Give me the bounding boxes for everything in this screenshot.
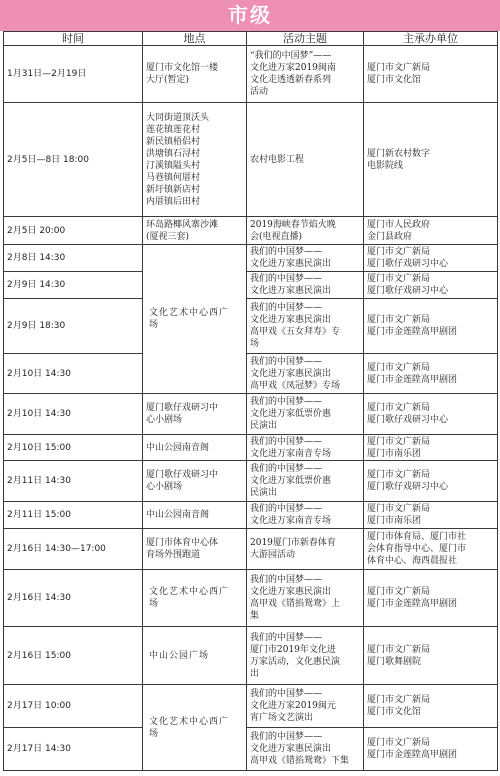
column-header-time: 时间: [4, 32, 143, 46]
date-cell: 2月17日 10:00: [4, 685, 143, 728]
organizer-cell: 厦门市文广新局 厦门市金莲陞高甲剧团: [364, 570, 498, 627]
schedule-table: [3, 31, 498, 771]
organizer-cell: 厦门市文广新局 厦门市金莲陞高甲剧团: [364, 299, 498, 354]
theme-cell: “我们的中国梦”—— 文化进万家2019闽南 文化走透透新春系列 活动: [247, 46, 364, 103]
date-cell: 2月16日 15:00: [4, 627, 143, 685]
table-row: [4, 245, 498, 272]
date-cell: 2月16日 14:30: [4, 570, 143, 627]
organizer-cell: 厦门市人民政府 金门县政府: [364, 217, 498, 245]
date-cell: 2月17日 14:30: [4, 728, 143, 771]
table-row: [4, 217, 498, 245]
place-cell: 厦门歌仔戏研习中 心小剧场: [143, 461, 247, 501]
date-cell: 2月10日 14:30: [4, 353, 143, 393]
organizer-cell: 厦门市文广新局 厦门歌仔戏研习中心: [364, 394, 498, 434]
column-header-organizer: 主承办单位: [364, 32, 498, 46]
table-row: [4, 299, 498, 354]
column-header-theme: 活动主题: [247, 32, 364, 46]
place-cell: 大同街道顶沃头 莲花镇莲花村 新民镇梧侣村 洪塘镇石浔村 汀溪镇隘头村 马巷镇何厝村 新圩镇新店村 内厝镇后田村: [143, 103, 247, 217]
date-cell: 2月11日 15:00: [4, 501, 143, 528]
organizer-cell: 厦门市文广新局 厦门市南乐团: [364, 501, 498, 528]
place-cell: 中山公园广场: [143, 627, 247, 685]
header-row: [4, 32, 498, 46]
theme-cell: 我们的中国梦—— 文化进万家惠民演出: [247, 272, 364, 299]
date-cell: 2月5日—8日 18:00: [4, 103, 143, 217]
table-row: [4, 728, 498, 771]
section-title: 市级: [228, 3, 272, 27]
date-cell: 2月10日 14:30: [4, 394, 143, 434]
organizer-cell: 厦门市文广新局 厦门歌舞剧院: [364, 627, 498, 685]
theme-cell: 我们的中国梦—— 厦门市2019年文化进 万家活动，文化惠民演 出: [247, 627, 364, 685]
table-row: [4, 46, 498, 103]
table-row: [4, 528, 498, 569]
organizer-cell: 厦门市文广新局 厦门歌仔戏研习中心: [364, 272, 498, 299]
theme-cell: 我们的中国梦—— 文化进万家惠民演出: [247, 245, 364, 272]
place-cell: 中山公园南音阁: [143, 434, 247, 461]
date-cell: 2月16日 14:30—17:00: [4, 528, 143, 569]
place-cell: 文化艺术中心西广 场: [143, 685, 247, 771]
table-row: [4, 353, 498, 393]
organizer-cell: 厦门市体育局、厦门市社 会体育指导中心、厦门市 体育中心、海西晨报社: [364, 528, 498, 569]
theme-cell: 我们的中国梦—— 文化进万家惠民演出 高甲戏《五女拜寿》专 场: [247, 299, 364, 354]
table-row: [4, 627, 498, 685]
column-header-place: 地点: [143, 32, 247, 46]
date-cell: 2月9日 14:30: [4, 272, 143, 299]
organizer-cell: 厦门市文广新局 厦门市金莲陞高甲剧团: [364, 353, 498, 393]
table-row: [4, 272, 498, 299]
theme-cell: 我们的中国梦—— 文化进万家惠民演出 高甲戏《错掐鸳鸯》下集: [247, 728, 364, 771]
table-row: [4, 461, 498, 501]
date-cell: 2月10日 15:00: [4, 434, 143, 461]
theme-cell: 我们的中国梦—— 文化进万家低票价惠 民演出: [247, 394, 364, 434]
date-cell: 1月31日—2月19日: [4, 46, 143, 103]
theme-cell: 我们的中国梦—— 文化进万家2019闽元 宵广场文艺演出: [247, 685, 364, 728]
table-row: [4, 394, 498, 434]
date-cell: 2月9日 18:30: [4, 299, 143, 354]
date-cell: 2月8日 14:30: [4, 245, 143, 272]
organizer-cell: 厦门市文广新局 厦门歌仔戏研习中心: [364, 245, 498, 272]
theme-cell: 2019厦门市新春体育 大游园活动: [247, 528, 364, 569]
organizer-cell: 厦门市文广新局 厦门市文化馆: [364, 685, 498, 728]
organizer-cell: 厦门市文广新局 厦门歌仔戏研习中心: [364, 461, 498, 501]
organizer-cell: 厦门市文广新局 厦门市文化馆: [364, 46, 498, 103]
place-cell: 环岛路椰风寨沙滩 (厦视三套): [143, 217, 247, 245]
table-row: [4, 570, 498, 627]
theme-cell: 我们的中国梦—— 文化进万家南音专场: [247, 434, 364, 461]
organizer-cell: 厦门市文广新局 厦门市南乐团: [364, 434, 498, 461]
organizer-cell: 厦门新农村数字 电影院线: [364, 103, 498, 217]
place-cell: 厦门市文化馆一楼 大厅(暂定): [143, 46, 247, 103]
theme-cell: 我们的中国梦—— 文化进万家惠民演出 高甲戏《凤冠梦》专场: [247, 353, 364, 393]
table-row: [4, 501, 498, 528]
place-cell: 厦门市体育中心体 育场外围跑道: [143, 528, 247, 569]
organizer-cell: 厦门市文广新局 厦门市金莲陞高甲剧团: [364, 728, 498, 771]
theme-cell: 2019海峡春节焰火晚 会(电视直播): [247, 217, 364, 245]
place-cell: 文化艺术中心西广 场: [143, 570, 247, 627]
table-row: [4, 434, 498, 461]
theme-cell: 我们的中国梦—— 文化进万家低票价惠 民演出: [247, 461, 364, 501]
date-cell: 2月5日 20:00: [4, 217, 143, 245]
place-cell: 中山公园南音阁: [143, 501, 247, 528]
table-row: [4, 103, 498, 217]
place-cell: 厦门歌仔戏研习中 心小剧场: [143, 394, 247, 434]
theme-cell: 我们的中国梦—— 文化进万家惠民演出 高甲戏《错掐鸳鸯》上 集: [247, 570, 364, 627]
theme-cell: 我们的中国梦—— 文化进万家南音专场: [247, 501, 364, 528]
place-cell: 文化艺术中心西广 场: [143, 245, 247, 394]
date-cell: 2月11日 14:30: [4, 461, 143, 501]
table-row: [4, 685, 498, 728]
theme-cell: 农村电影工程: [247, 103, 364, 217]
